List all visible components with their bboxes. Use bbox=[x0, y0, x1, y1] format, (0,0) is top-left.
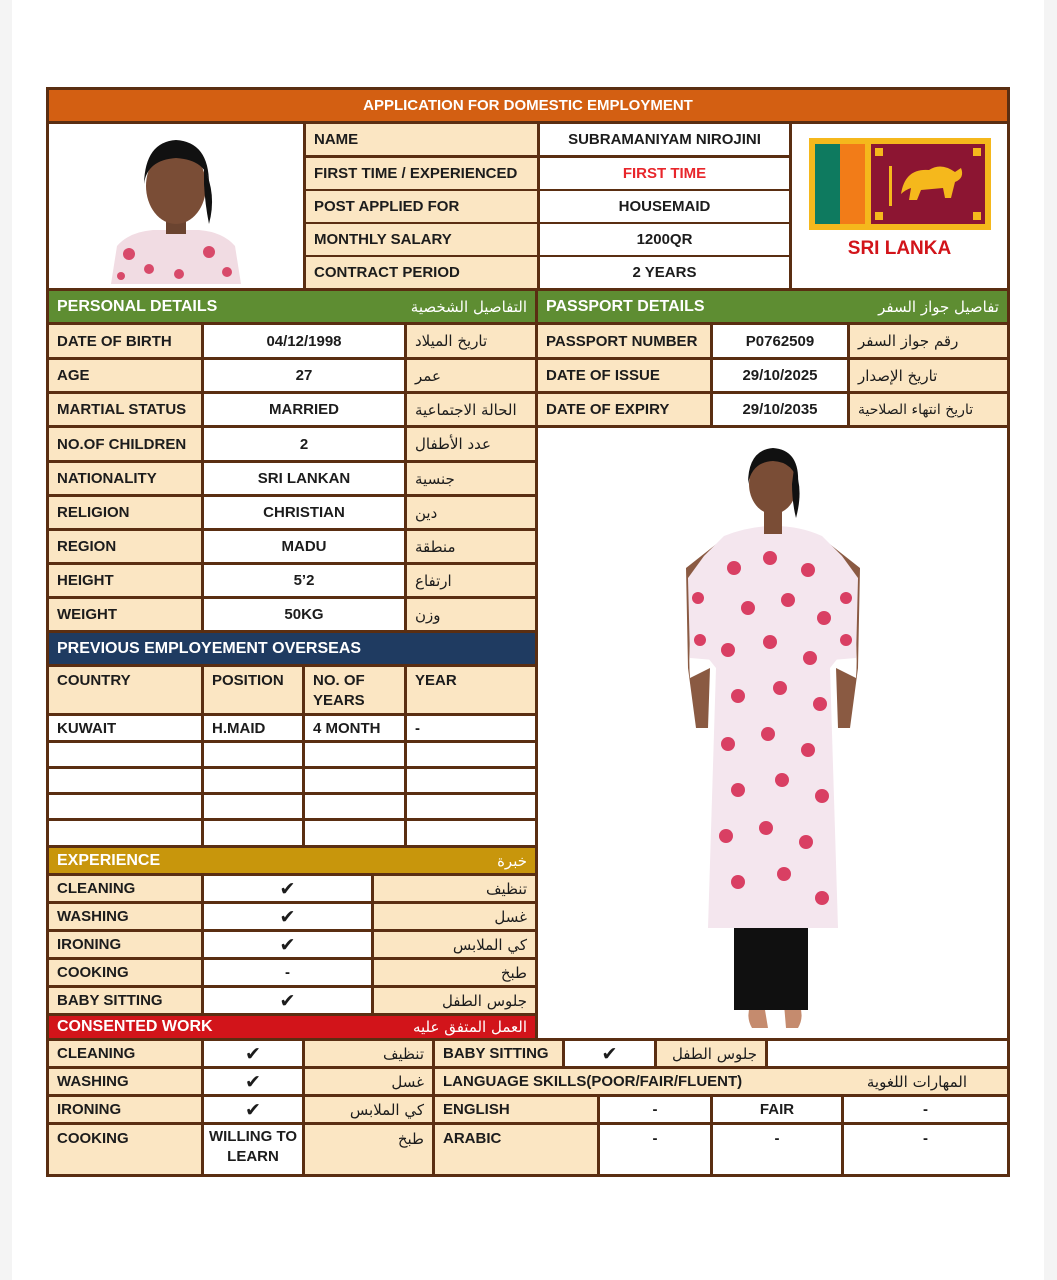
col-year: YEAR bbox=[407, 667, 535, 713]
full-body-photo bbox=[538, 428, 1007, 1038]
personal-details-title-ar: التفاصيل الشخصية bbox=[410, 297, 527, 316]
exp-cooking-value: - bbox=[204, 960, 371, 985]
previous-employment-title: PREVIOUS EMPLOYEMENT OVERSEAS bbox=[57, 639, 362, 657]
children-value: 2 bbox=[204, 428, 404, 460]
dob-value: 04/12/1998 bbox=[204, 325, 404, 357]
cw-baby-sitting-check-icon: ✔ bbox=[565, 1041, 654, 1066]
lang-arabic-label: ARABIC bbox=[435, 1125, 597, 1174]
passport-details-title-ar: تفاصيل جواز السفر bbox=[878, 297, 999, 316]
dob-label-ar: تاريخ الميلاد bbox=[407, 325, 535, 357]
cw-cleaning-check-icon: ✔ bbox=[204, 1041, 302, 1066]
height-label: HEIGHT bbox=[49, 565, 201, 596]
age-label: AGE bbox=[49, 360, 201, 391]
consented-work-title-ar: العمل المتفق عليه bbox=[412, 1018, 527, 1036]
table-row-year: - bbox=[407, 716, 535, 740]
language-skills-title: LANGUAGE SKILLS(POOR/FAIR/FLUENT) bbox=[443, 1073, 743, 1090]
marital-status-value: MARRIED bbox=[204, 394, 404, 425]
lang-arabic-fluent: - bbox=[844, 1125, 1007, 1174]
country-label: SRI LANKA bbox=[847, 238, 952, 259]
cw-cooking-label: COOKING bbox=[49, 1125, 201, 1174]
language-skills-title-ar: المهارات اللغوية bbox=[866, 1072, 967, 1091]
name-label: NAME bbox=[306, 124, 537, 155]
form-title: APPLICATION FOR DOMESTIC EMPLOYMENT bbox=[49, 90, 1007, 121]
empty-cell bbox=[407, 795, 535, 818]
exp-baby-sitting-check-icon: ✔ bbox=[204, 988, 371, 1013]
religion-label-ar: دين bbox=[407, 497, 535, 528]
empty-cell bbox=[768, 1041, 1007, 1066]
marital-status-label: MARTIAL STATUS bbox=[49, 394, 201, 425]
cw-cleaning-label-ar: تنظيف bbox=[305, 1041, 432, 1066]
issue-date-label-ar: تاريخ الإصدار bbox=[850, 360, 1007, 391]
exp-baby-sitting-label: BABY SITTING bbox=[49, 988, 201, 1013]
religion-value: CHRISTIAN bbox=[204, 497, 404, 528]
table-row-position: H.MAID bbox=[204, 716, 302, 740]
empty-cell bbox=[204, 821, 302, 845]
expiry-date-label: DATE OF EXPIRY bbox=[538, 394, 710, 425]
passport-details-title: PASSPORT DETAILS bbox=[546, 297, 705, 315]
marital-status-label-ar: الحالة الاجتماعية bbox=[407, 394, 535, 425]
empty-cell bbox=[204, 743, 302, 766]
empty-cell bbox=[407, 769, 535, 792]
religion-label: RELIGION bbox=[49, 497, 201, 528]
col-country: COUNTRY bbox=[49, 667, 201, 713]
table-row-country: KUWAIT bbox=[49, 716, 201, 740]
application-form bbox=[46, 87, 1010, 1177]
empty-cell bbox=[407, 821, 535, 845]
nationality-label-ar: جنسية bbox=[407, 463, 535, 494]
cw-washing-label-ar: غسل bbox=[305, 1069, 432, 1094]
lang-english-poor: - bbox=[600, 1097, 710, 1122]
exp-washing-check-icon: ✔ bbox=[204, 904, 371, 929]
exp-cleaning-label: CLEANING bbox=[49, 876, 201, 901]
cw-cleaning-label: CLEANING bbox=[49, 1041, 201, 1066]
cw-baby-sitting-label: BABY SITTING bbox=[435, 1041, 562, 1066]
cw-ironing-label: IRONING bbox=[49, 1097, 201, 1122]
cw-baby-sitting-label-ar: جلوس الطفل bbox=[657, 1041, 765, 1066]
empty-cell bbox=[305, 769, 404, 792]
passport-number-value: P0762509 bbox=[713, 325, 847, 357]
issue-date-value: 29/10/2025 bbox=[713, 360, 847, 391]
passport-number-label: PASSPORT NUMBER bbox=[538, 325, 710, 357]
lang-english-label: ENGLISH bbox=[435, 1097, 597, 1122]
headshot-photo bbox=[49, 124, 303, 288]
empty-cell bbox=[49, 769, 201, 792]
exp-cooking-label-ar: طبخ bbox=[374, 960, 535, 985]
weight-label: WEIGHT bbox=[49, 599, 201, 630]
experience-title: EXPERIENCE bbox=[57, 851, 161, 869]
exp-baby-sitting-label-ar: جلوس الطفل bbox=[374, 988, 535, 1013]
consented-work-title: CONSENTED WORK bbox=[57, 1018, 213, 1035]
contract-value: 2 YEARS bbox=[540, 257, 789, 288]
headshot-photo-box bbox=[49, 124, 303, 288]
post-label: POST APPLIED FOR bbox=[306, 191, 537, 222]
empty-cell bbox=[49, 821, 201, 845]
contract-label: CONTRACT PERIOD bbox=[306, 257, 537, 288]
children-label-ar: عدد الأطفال bbox=[407, 428, 535, 460]
exp-cooking-label: COOKING bbox=[49, 960, 201, 985]
salary-value: 1200QR bbox=[540, 224, 789, 255]
exp-ironing-check-icon: ✔ bbox=[204, 932, 371, 957]
status-label: FIRST TIME / EXPERIENCED bbox=[306, 158, 537, 189]
personal-details-header bbox=[49, 291, 535, 322]
col-years: NO. OF YEARS bbox=[305, 667, 404, 713]
empty-cell bbox=[305, 821, 404, 845]
region-value: MADU bbox=[204, 531, 404, 562]
salary-label: MONTHLY SALARY bbox=[306, 224, 537, 255]
age-value: 27 bbox=[204, 360, 404, 391]
sri-lanka-flag-icon bbox=[809, 138, 991, 230]
exp-washing-label: WASHING bbox=[49, 904, 201, 929]
issue-date-label: DATE OF ISSUE bbox=[538, 360, 710, 391]
full-body-photo-box bbox=[538, 428, 1007, 1038]
weight-label-ar: وزن bbox=[407, 599, 535, 630]
empty-cell bbox=[407, 743, 535, 766]
exp-cleaning-label-ar: تنظيف bbox=[374, 876, 535, 901]
empty-cell bbox=[305, 743, 404, 766]
region-label-ar: منطقة bbox=[407, 531, 535, 562]
lang-english-fluent: - bbox=[844, 1097, 1007, 1122]
exp-ironing-label-ar: كي الملابس bbox=[374, 932, 535, 957]
weight-value: 50KG bbox=[204, 599, 404, 630]
cw-cooking-label-ar: طبخ bbox=[305, 1125, 432, 1174]
country-flag-box bbox=[792, 124, 1007, 288]
col-position: POSITION bbox=[204, 667, 302, 713]
personal-details-title: PERSONAL DETAILS bbox=[57, 297, 218, 315]
dob-label: DATE OF BIRTH bbox=[49, 325, 201, 357]
cw-ironing-check-icon: ✔ bbox=[204, 1097, 302, 1122]
nationality-label: NATIONALITY bbox=[49, 463, 201, 494]
passport-details-header bbox=[538, 291, 1007, 322]
height-value: 5’2 bbox=[204, 565, 404, 596]
lang-arabic-poor: - bbox=[600, 1125, 710, 1174]
empty-cell bbox=[305, 795, 404, 818]
post-value: HOUSEMAID bbox=[540, 191, 789, 222]
language-skills-header bbox=[435, 1069, 1007, 1094]
region-label: REGION bbox=[49, 531, 201, 562]
empty-cell bbox=[204, 769, 302, 792]
cw-washing-label: WASHING bbox=[49, 1069, 201, 1094]
exp-ironing-label: IRONING bbox=[49, 932, 201, 957]
children-label: NO.OF CHILDREN bbox=[49, 428, 201, 460]
status-value: FIRST TIME bbox=[540, 158, 789, 189]
age-label-ar: عمر bbox=[407, 360, 535, 391]
empty-cell bbox=[49, 743, 201, 766]
cw-cooking-value: WILLING TO LEARN bbox=[204, 1125, 302, 1174]
experience-header bbox=[49, 848, 535, 873]
expiry-date-value: 29/10/2035 bbox=[713, 394, 847, 425]
previous-employment-header bbox=[49, 633, 535, 664]
empty-cell bbox=[49, 795, 201, 818]
cw-washing-check-icon: ✔ bbox=[204, 1069, 302, 1094]
table-row-years: 4 MONTH bbox=[305, 716, 404, 740]
height-label-ar: ارتفاع bbox=[407, 565, 535, 596]
expiry-date-label-ar: تاريخ انتهاء الصلاحية bbox=[850, 394, 1007, 425]
name-value: SUBRAMANIYAM NIROJINI bbox=[540, 124, 789, 155]
experience-title-ar: خبرة bbox=[497, 851, 527, 870]
consented-work-header bbox=[49, 1016, 535, 1038]
exp-washing-label-ar: غسل bbox=[374, 904, 535, 929]
lang-arabic-fair: - bbox=[713, 1125, 841, 1174]
nationality-value: SRI LANKAN bbox=[204, 463, 404, 494]
cw-ironing-label-ar: كي الملابس bbox=[305, 1097, 432, 1122]
passport-number-label-ar: رقم جواز السفر bbox=[850, 325, 1007, 357]
exp-cleaning-check-icon: ✔ bbox=[204, 876, 371, 901]
empty-cell bbox=[204, 795, 302, 818]
lang-english-fair: FAIR bbox=[713, 1097, 841, 1122]
